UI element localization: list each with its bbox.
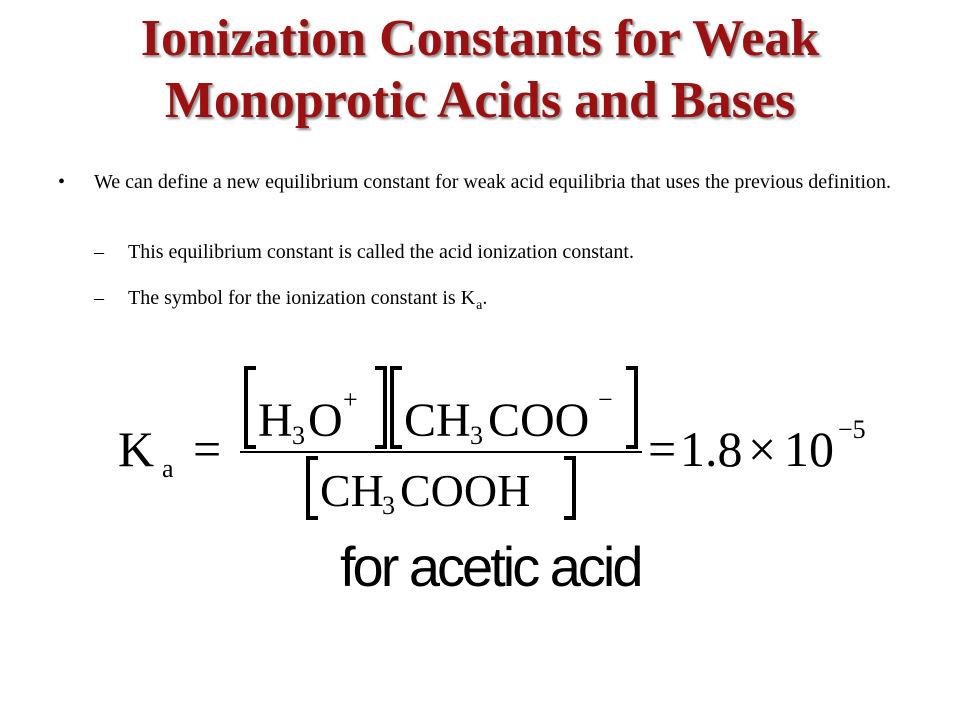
sub-bullet-2-main: The symbol for the ionization constant is K	[128, 287, 476, 309]
acetate-coo: COO	[488, 394, 590, 447]
bracket-right-acetate	[626, 368, 636, 447]
bullet-marker: •	[58, 171, 66, 193]
ka-symbol-subscript: a	[162, 454, 174, 483]
bracket-left-h3o	[246, 368, 256, 447]
h3o-o: O	[308, 394, 343, 447]
sub-bullet-2-period: .	[482, 287, 488, 309]
bullet-main-text: We can define a new equilibrium constant for weak acid equilibria that uses the previous definition.	[94, 171, 892, 193]
bracket-right-h3o	[375, 368, 385, 447]
formula-caption: for acetic acid	[340, 535, 641, 598]
acetic-ch: CH	[320, 465, 384, 516]
equals-sign-1: =	[193, 421, 222, 477]
bracket-left-acetate	[392, 368, 402, 447]
power-base: 10	[784, 421, 834, 477]
ka-subscript: a	[476, 298, 483, 313]
h3o-subscript: 3	[292, 421, 305, 450]
sub-bullet-marker: –	[94, 241, 104, 263]
acetate-subscript: 3	[470, 421, 483, 450]
h3o-h: H	[258, 394, 293, 447]
bracket-left-acetic	[308, 458, 318, 518]
acetate-charge: −	[598, 385, 613, 414]
ka-symbol: K	[118, 421, 155, 477]
bracket-right-acetic	[564, 458, 574, 518]
title-line-1: Ionization Constants for Weak	[140, 10, 820, 67]
ka-mantissa: 1.8	[680, 421, 743, 477]
power-exponent: −5	[838, 415, 866, 444]
acetate-ch: CH	[404, 394, 471, 447]
h3o-charge: +	[343, 385, 358, 414]
acetic-subscript: 3	[382, 491, 395, 520]
sub-bullet-1-text: This equilibrium constant is called the acid ionization constant.	[128, 241, 634, 263]
equals-sign-2: =	[648, 421, 677, 477]
times-sign: ×	[748, 421, 777, 477]
acetic-cooh: COOH	[400, 465, 531, 516]
title-line-2: Monoprotic Acids and Bases	[164, 72, 796, 129]
sub-bullet-marker: –	[94, 287, 104, 309]
